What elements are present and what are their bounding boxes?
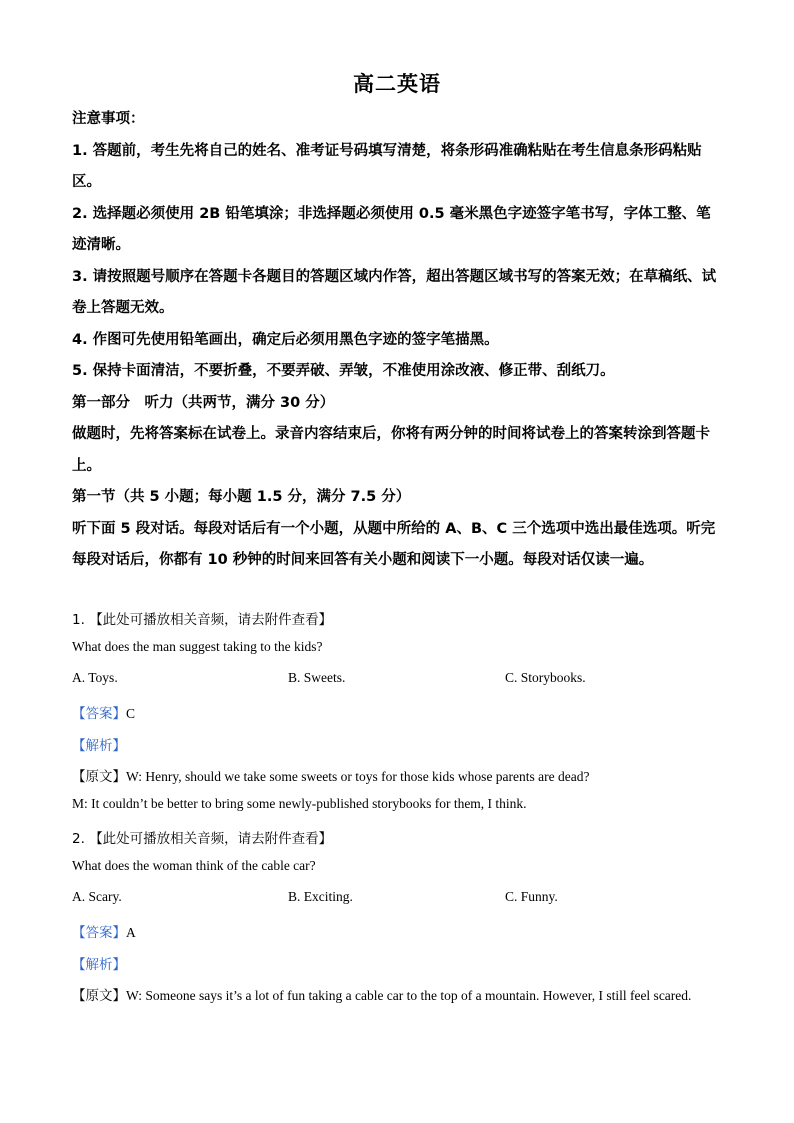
part1-instruction: 做题时，先将答案标在试卷上。录音内容结束后，你将有两分钟的时间将试卷上的答案转涂到答题卡上。	[72, 426, 710, 474]
transcript-text: W: Henry, should we take some sweets or toys for those kids whose parents are dead?	[126, 769, 590, 784]
notes-heading: 注意事项：	[72, 111, 145, 127]
audio-note[interactable]: 【此处可播放相关音频，请去附件查看】	[89, 612, 333, 628]
answer-value: A	[126, 925, 136, 940]
question-number: 2.	[72, 831, 85, 847]
analysis-tag: 【解析】	[72, 957, 126, 973]
question-number: 1.	[72, 612, 85, 628]
section1-instruction: 听下面 5 段对话。每段对话后有一个小题，从题中所给的 A、B、C 三个选项中选出最佳选项。听完每段对话后，你都有 10 秒钟的时间来回答有关小题和阅读下一小题。每段对话仅读一遍。	[72, 520, 716, 568]
answer-row	[72, 702, 135, 722]
section1-heading: 第一节（共 5 小题；每小题 1.5 分，满分 7.5 分）	[72, 489, 411, 505]
original-tag: 【原文】	[72, 988, 126, 1004]
note-item-2: 2. 选择题必须使用 2B 铅笔填涂；非选择题必须使用 0.5 毫米黑色字迹签字笔书写，字体工整、笔迹清晰。	[72, 205, 711, 253]
part1-heading: 第一部分 听力（共两节，满分 30 分）	[72, 394, 335, 411]
analysis-row	[72, 734, 126, 754]
option-c: C. Storybooks.	[505, 670, 586, 685]
note-item-3: 3. 请按照题号顺序在答题卡各题目的答题区域内作答，超出答题区域书写的答案无效；在草稿纸、试卷上答题无效。	[72, 268, 717, 316]
note-item-4: 4. 作图可先使用铅笔画出，确定后必须用黑色字迹的签字笔描黑。	[72, 331, 499, 348]
answer-tag: 【答案】	[72, 925, 126, 941]
transcript-text: W: Someone says it’s a lot of fun taking a cable car to the top of a mountain. However, I still feel scared.	[126, 988, 692, 1003]
question-stem: What does the man suggest taking to the kids?	[72, 639, 323, 654]
instructions-section	[72, 104, 722, 577]
option-b: B. Sweets.	[288, 670, 346, 685]
answer-tag: 【答案】	[72, 706, 126, 722]
audio-note[interactable]: 【此处可播放相关音频，请去附件查看】	[89, 831, 333, 847]
transcript-line: M: It couldn’t be better to bring some newly-published storybooks for them, I think.	[72, 796, 527, 811]
option-b: B. Exciting.	[288, 889, 353, 904]
answer-value: C	[126, 706, 136, 721]
original-tag: 【原文】	[72, 769, 126, 785]
option-a: A. Toys.	[72, 670, 118, 685]
note-item-5: 5. 保持卡面清洁，不要折叠，不要弄破、弄皱，不准使用涂改液、修正带、刮纸刀。	[72, 363, 615, 379]
question-1-header	[72, 608, 332, 628]
question-stem: What does the woman think of the cable car?	[72, 858, 316, 873]
transcript-line	[72, 765, 590, 785]
answer-row	[72, 921, 136, 941]
note-item-1: 1. 答题前，考生先将自己的姓名、准考证号码填写清楚，将条形码准确粘贴在考生信息条形码粘贴区。	[72, 142, 702, 190]
option-a: A. Scary.	[72, 889, 122, 904]
analysis-row	[72, 953, 126, 973]
option-c: C. Funny.	[505, 889, 558, 904]
analysis-tag: 【解析】	[72, 738, 126, 754]
question-2-header	[72, 827, 332, 847]
transcript-line	[72, 984, 691, 1004]
page-title: 高二英语	[353, 71, 441, 96]
